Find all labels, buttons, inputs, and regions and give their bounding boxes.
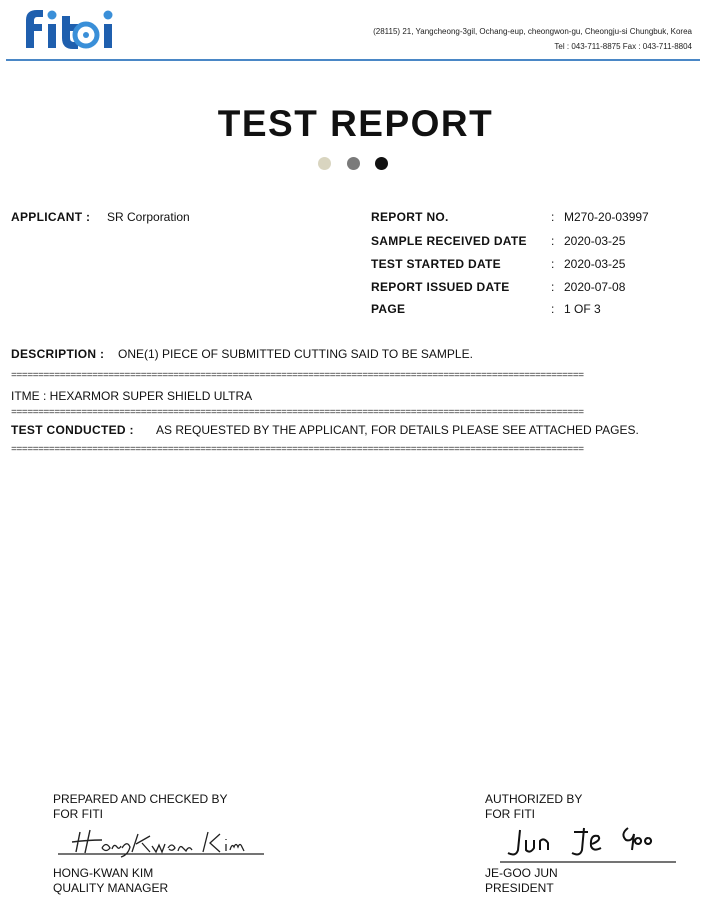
description-label: DESCRIPTION : xyxy=(11,347,105,361)
sample-received-value: 2020-03-25 xyxy=(564,234,626,248)
decorative-dot xyxy=(375,157,388,170)
prepared-by-block xyxy=(53,792,228,822)
signature-jun-je-goo xyxy=(498,820,680,864)
test-conducted-label: TEST CONDUCTED : xyxy=(11,423,134,437)
decorative-dot xyxy=(347,157,360,170)
decorative-dot xyxy=(318,157,331,170)
fiti-logo-graphic xyxy=(12,4,134,52)
field-colon: : xyxy=(551,257,555,271)
applicant-label: APPLICANT : xyxy=(11,210,91,224)
authorizer-role: PRESIDENT xyxy=(485,881,554,895)
field-colon: : xyxy=(551,234,555,248)
address-line: (28115) 21, Yangcheong-3gil, Ochang-eup, cheongwon-gu, Cheongju-si Chungbuk, Korea xyxy=(373,27,692,36)
report-title: TEST REPORT xyxy=(217,103,494,144)
test-conducted-value: AS REQUESTED BY THE APPLICANT, FOR DETAILS PLEASE SEE ATTACHED PAGES. xyxy=(156,423,639,437)
page-value: 1 OF 3 xyxy=(564,302,601,316)
test-started-label: TEST STARTED DATE xyxy=(371,257,501,271)
report-no-value: M270-20-03997 xyxy=(564,210,649,224)
company-address xyxy=(373,24,692,54)
authorizer-block xyxy=(485,866,558,896)
preparer-role: QUALITY MANAGER xyxy=(53,881,169,895)
prepared-by-label: PREPARED AND CHECKED BY xyxy=(53,792,228,806)
field-colon: : xyxy=(551,210,555,224)
separator-line: ========================================================================================================== xyxy=(11,372,584,382)
preparer-block xyxy=(53,866,168,896)
contact-line: Tel : 043-711-8875 Fax : 043-711-8804 xyxy=(554,42,692,51)
sample-received-label: SAMPLE RECEIVED DATE xyxy=(371,234,527,248)
page-label: PAGE xyxy=(371,302,406,316)
description-value: ONE(1) PIECE OF SUBMITTED CUTTING SAID TO BE SAMPLE. xyxy=(118,347,473,361)
authorizer-name: JE-GOO JUN xyxy=(485,866,558,880)
item-line: ITME : HEXARMOR SUPER SHIELD ULTRA xyxy=(11,389,253,403)
report-issued-label: REPORT ISSUED DATE xyxy=(371,280,510,294)
for-fiti-label: FOR FITI xyxy=(485,807,535,821)
preparer-name: HONG-KWAN KIM xyxy=(53,866,154,880)
authorized-by-block xyxy=(485,792,582,822)
authorized-by-label: AUTHORIZED BY xyxy=(485,792,583,806)
fiti-logo xyxy=(12,4,134,52)
applicant-value: SR Corporation xyxy=(107,210,190,224)
signature-hongkwan-kim xyxy=(58,826,268,860)
field-colon: : xyxy=(551,280,555,294)
separator-line: ========================================================================================================== xyxy=(11,446,584,456)
field-colon: : xyxy=(551,302,555,316)
report-issued-value: 2020-07-08 xyxy=(564,280,626,294)
separator-line: ========================================================================================================== xyxy=(11,409,584,419)
for-fiti-label: FOR FITI xyxy=(53,807,103,821)
header-divider xyxy=(6,59,700,61)
report-no-label: REPORT NO. xyxy=(371,210,449,224)
test-started-value: 2020-03-25 xyxy=(564,257,626,271)
